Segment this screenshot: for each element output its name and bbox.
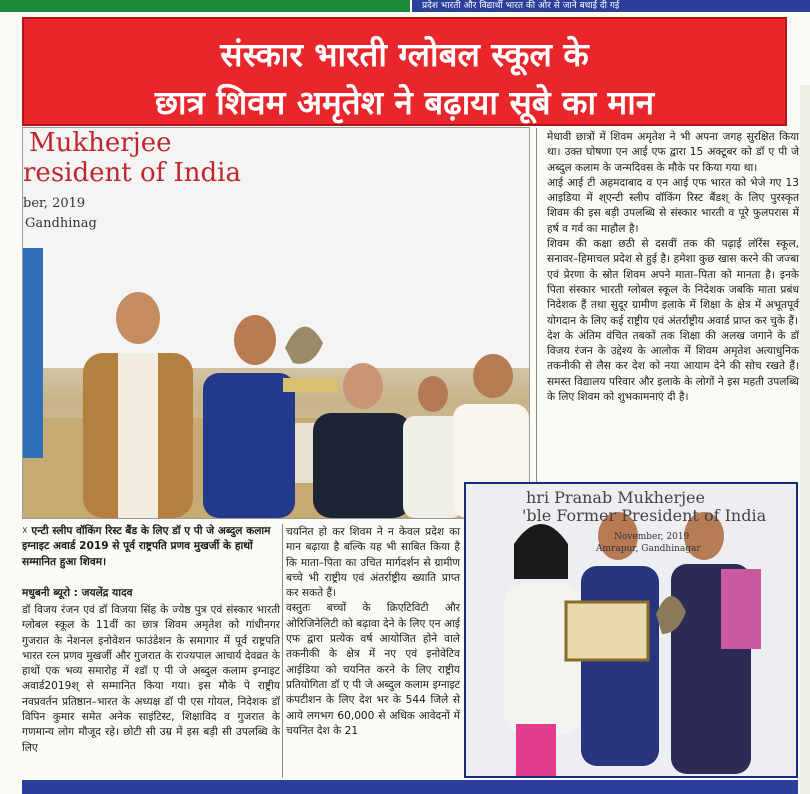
photo2-banner-sub-2: Amrapur, Gandhinagar [596,544,701,554]
right-paragraph-3: शिवम की कक्षा छठी से दसवीं तक की पढ़ाई लॉरेंस स्कूल, सनावर–हिमाचल प्रदेश से हुई है। हमेशा कुछ खास करने की जज्बा एवं प्रेरणा के स्रोत शिवम अपने माता–पिता को मानता है। इनके पिता संस्कार भारती ग्लोबल स्कूल के निदेशक जबकि माता प्रबंध निदेशक हैं तथा सुदूर ग्रामीण इलाके में शिक्षा के क्षेत्र में अभूतपूर्व योगदान के लिए कई राष्ट्रीय एवं अंतर्राष्ट्रीय अवार्ड प्राप्त कर चुके हैं। [547,238,799,327]
middle-column-text [286,525,460,739]
award-photo-main [22,127,530,519]
photo2-banner-line-2: 'ble Former President of India [522,506,767,525]
photo1-banner-line-2: resident of India [23,158,241,188]
headline-box [22,17,787,126]
right-paragraph-1: मेधावी छात्रों में शिवम अमृतेश ने भी अपना जगह सुरक्षित किया था। उक्त घोषणा एन आई एफ द्वारा 15 अक्टूबर को डॉ ए पी जे अब्दुल कलाम के जन्मदिवस के मौके पर किया गया था। [547,131,799,174]
photo2-banner-line-1: hri Pranab Mukherjee [526,488,705,507]
top-green-strip [0,0,410,12]
bottom-bar [22,780,798,794]
top-strip-text: प्रदेश भारती और विद्यार्थी भारत की ओर से जाने बधाई दी गई [422,1,620,11]
photo-caption [22,524,280,570]
headline-line-2: छात्र शिवम अमृतेश ने बढ़ाया सूबे का मान [154,83,655,122]
left-column-text: डॉ विजय रंजन एवं डॉ विजया सिंह के ज्येष्ठ पुत्र एवं संस्कार भारती ग्लोबल स्कूल के 11वीं का छात्र शिवम अमृतेश को गांधीनगर गुजरात के नेशनल इनोवेशन फाउंडेशन के समागार में पूर्व राष्ट्रपति भारत रत्न प्रणव मुखर्जी और गुजरात के राज्यपाल आचार्य देवव्रत के हाथों एक भव्य समारोह में श्डॉ ए पी जे अब्दुल कलाम इग्नाइट अवार्ड2019श् से सम्मानित किया गया। इस मौके पे राष्ट्रीय नवप्रवर्तन प्रतिष्ठान–भारत के अध्यक्ष डॉ पी एस गोयल, निदेशक डॉ विपिन कुमार समेत अनेक साइंटिस्ट, शिक्षाविद व गुजरात के गणमान्य लोग मौजूद रहे। छोटी सी उम्र में इस बड़ी सी उपलब्धि के लिए [22,604,280,754]
caption-text: एन्टी स्लीप वॉकिंग रिस्ट बैंड के लिए डॉ ए पी जे अब्दुल कलाम इग्नाइट अवार्ड 2019 से पूर्व राष्ट्रपति प्रणव मुखर्जी के हाथों सम्मानित हुआ शिवम। [22,525,271,568]
right-paragraph-2: आई आई टी अहमदाबाद व एन आई एफ भारत को भेजे गए 13 आइडिया में श्एन्टी स्लीप वॉकिंग रिस्ट बैंडश् के लिए पुरस्कृत शिवम की इस बड़ी उपलब्धि से संस्कार भारती व पूरे फुलपरास में हर्ष व गर्व का माहौल है। [547,176,799,235]
byline: मधुबनी ब्यूरो : जयलेंद्र यादव [22,587,133,599]
right-edge-margin [800,85,810,794]
award-photo-secondary [464,482,798,778]
right-column-text [547,130,799,405]
headline-line-1: संस्कार भारती ग्लोबल स्कूल के [220,35,589,74]
photo2-banner-sub-1: November, 2019 [614,532,690,542]
middle-paragraph-1: चयनित हो कर शिवम ने न केवल प्रदेश का मान बढ़ाया है बल्कि यह भी साबित किया है कि माता–पिता का उचित मार्गदर्शन से ग्रामीण बच्चे भी राष्ट्रीय एवं अंतर्राष्ट्रीय ख्याति प्राप्त कर सकते हैं। [286,526,460,600]
middle-paragraph-2: वस्तुतः बच्चों के क्रिएटिविटी और ओरिजिनेलिटी को बढ़ावा देने के लिए एन आई एफ द्वारा प्रत्येक वर्ष आयोजित होने वाले तकनीकी के क्षेत्र में नए एवं इनोवेटिव आईडिया को चयनित करने के लिए राष्ट्रीय प्रतियोगिता डॉ ए पी जे अब्दुल कलाम इग्नाइट कंपटीशन के लिए देश भर के 544 जिले से आये लगभग 60,000 से अधिक आवेदनों में चयनित देश के 21 [286,602,460,737]
column-rule [536,128,537,520]
photo1-banner-sub-1: ber, 2019 [23,196,86,211]
caption-bullet: ☓ [22,525,32,537]
photo1-banner-sub-2: Gandhinag [25,216,97,231]
award-photo-secondary-scene [466,484,796,776]
column-rule-2 [282,524,283,778]
right-paragraph-4: देश के अंतिम वंचित तबकों तक शिक्षा की अलख जगाने के डॉ विजय रंजन के उद्देश्य के आलोक में शिवम अमृतेश अत्याधुनिक तकनीकी से लैस कर देश को नया आयाम देने की सोच रखते हैं। समस्त विद्यालय परिवार और इलाके के लोगों ने इस महती उपलब्धि के लिए शिवम को शुभकामनाएं दी है। [547,329,799,404]
top-blue-strip [412,0,810,12]
photo1-banner-line-1: Mukherjee [29,128,172,158]
